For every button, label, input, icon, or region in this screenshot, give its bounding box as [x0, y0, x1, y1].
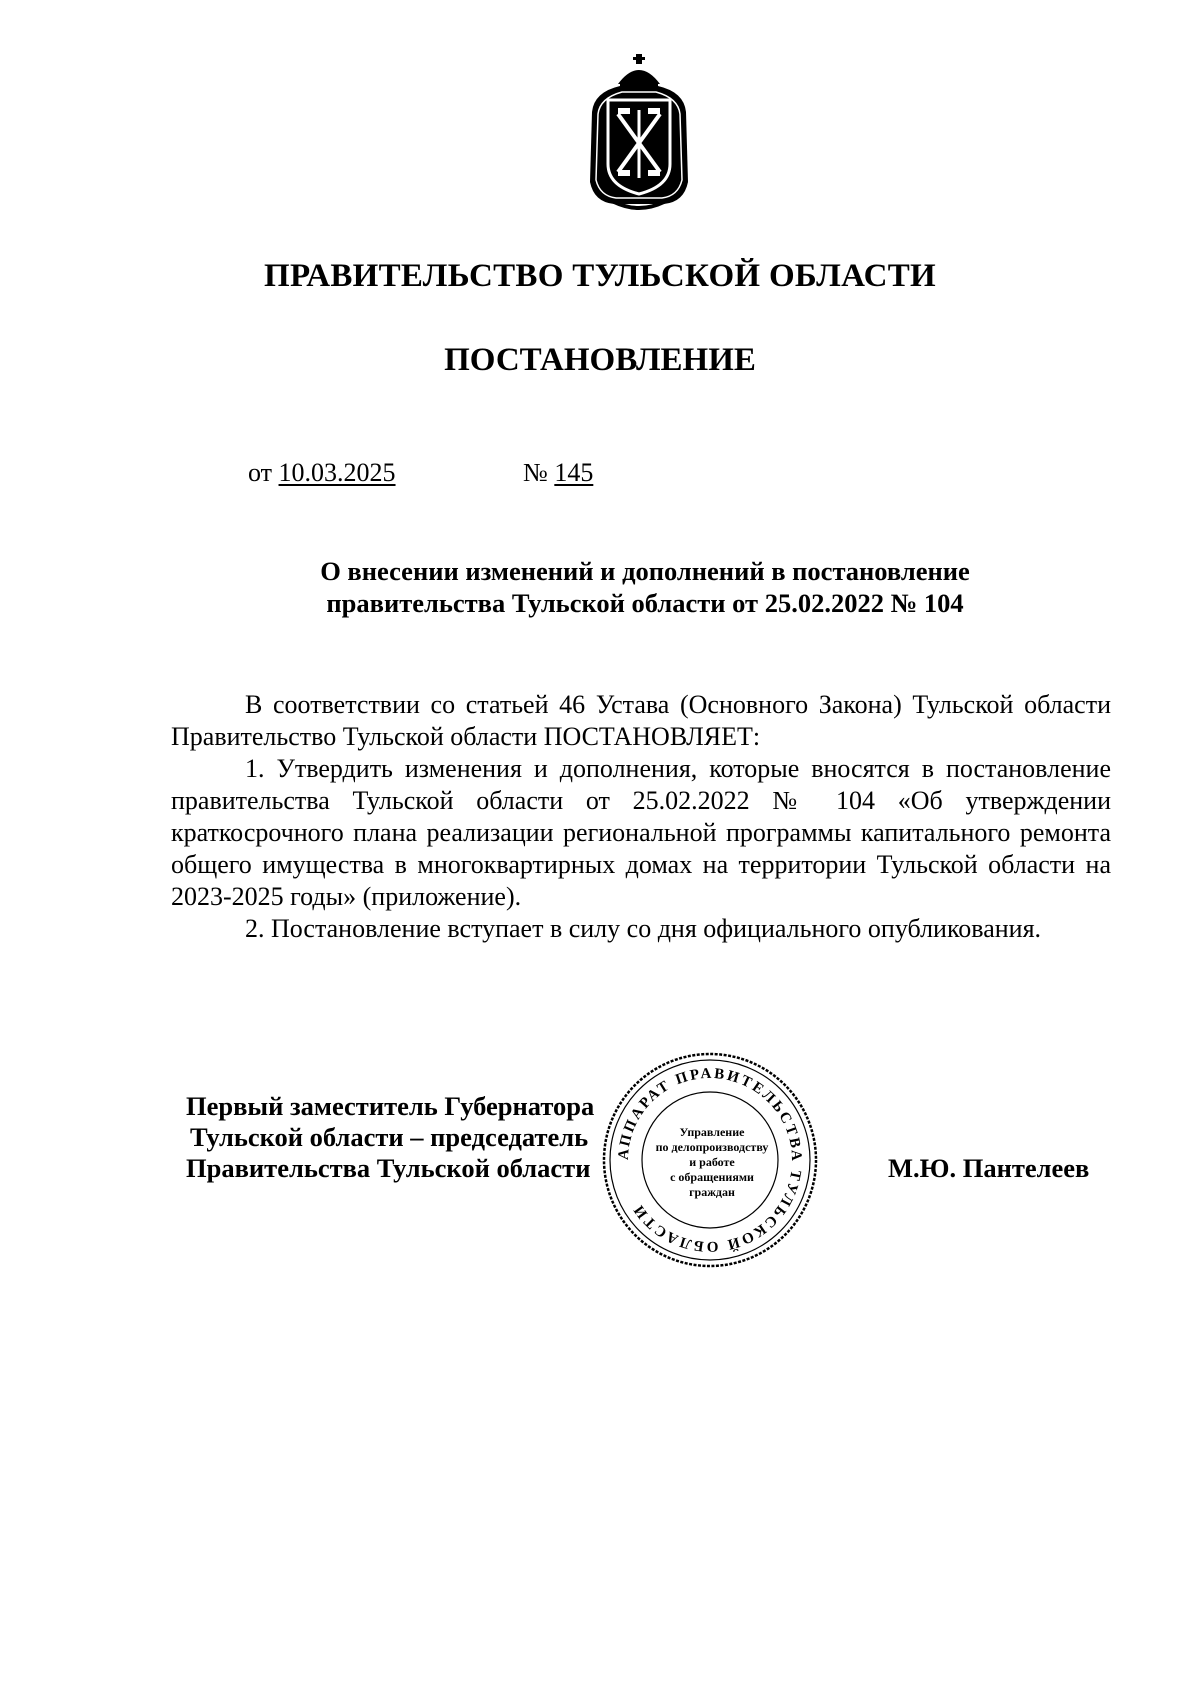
- stamp-center-line-2: по делопроизводству: [655, 1140, 769, 1154]
- stamp-ring-text: АППАРАТ ПРАВИТЕЛЬСТВА ТУЛЬСКОЙ ОБЛАСТИ: [615, 1065, 805, 1255]
- signatory-title-line-1: Первый заместитель Губернатора: [186, 1091, 595, 1121]
- signatory-title-line-3: Правительства Тульской области: [186, 1153, 591, 1183]
- document-type: ПОСТАНОВЛЕНИЕ: [444, 342, 756, 378]
- stamp-center-line-3: и работе: [689, 1155, 735, 1169]
- signatory-title-line-2: Тульской области – председатель: [190, 1122, 589, 1152]
- document-number: [523, 458, 593, 488]
- date-prefix: от: [248, 458, 279, 487]
- organization-title: ПРАВИТЕЛЬСТВО ТУЛЬСКОЙ ОБЛАСТИ: [264, 258, 936, 294]
- document-subject: [240, 555, 1050, 619]
- signatory-name: М.Ю. Пантелеев: [888, 1153, 1090, 1183]
- paragraph-item-1: 1. Утвердить изменения и дополнения, которые вносятся в постановление правительства Тульской области от 25.02.2022 № 104 «Об утверждении краткосрочного плана реализации региональной программы капитального ремонта общего имущества в многоквартирных домах на территории Тульской области на 2023-2025 годы» (приложение).: [171, 754, 1111, 911]
- paragraph-preamble: В соответствии со статьей 46 Устава (Основного Закона) Тульской области Правительство Тульской области ПОСТАНОВЛЯЕТ:: [171, 690, 1111, 751]
- number-value: 145: [554, 458, 594, 487]
- number-prefix: №: [523, 458, 555, 487]
- document-body: [171, 689, 1111, 945]
- paragraph-item-2: 2. Постановление вступает в силу со дня официального опубликования.: [245, 914, 1042, 943]
- coat-of-arms-icon: [584, 52, 694, 212]
- stamp-center-line-4: с обращениями: [670, 1170, 754, 1184]
- stamp-center-line-1: Управление: [679, 1125, 745, 1139]
- document-date: [248, 458, 396, 488]
- subject-line-2: правительства Тульской области от 25.02.2022 № 104: [326, 588, 964, 618]
- official-stamp: [600, 1050, 820, 1270]
- signatory-title: [186, 1091, 594, 1184]
- date-value: 10.03.2025: [278, 458, 396, 487]
- stamp-center-line-5: граждан: [689, 1185, 735, 1199]
- subject-line-1: О внесении изменений и дополнений в постановление: [320, 556, 970, 586]
